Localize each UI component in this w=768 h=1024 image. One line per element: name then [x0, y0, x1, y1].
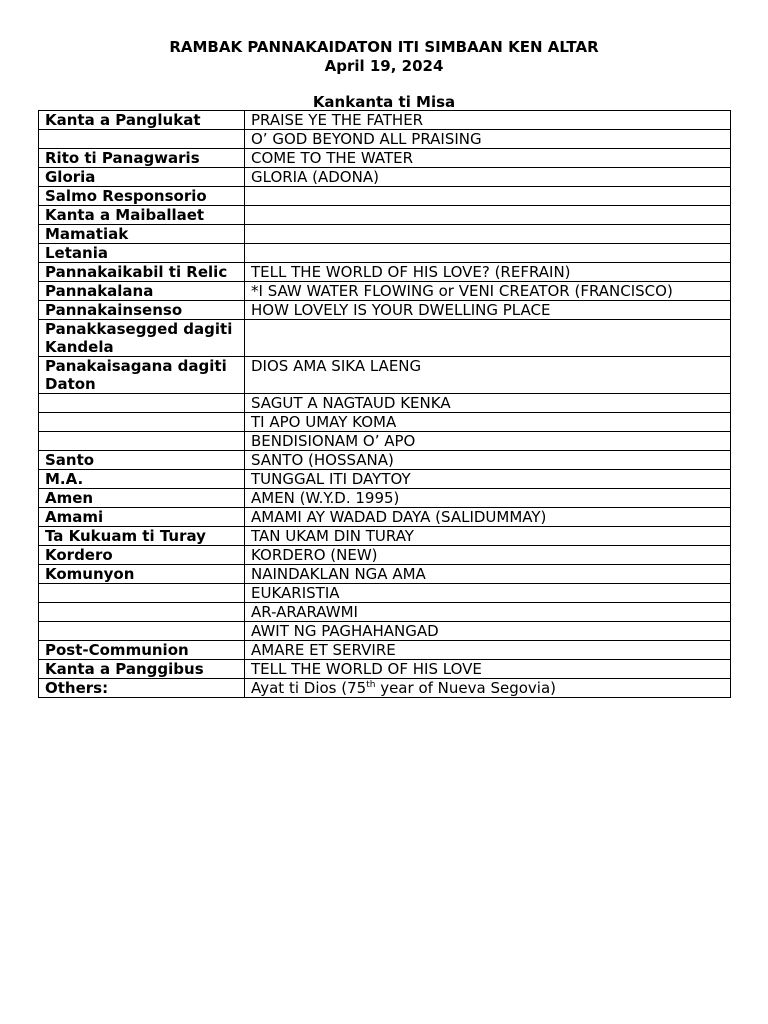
table-row: [39, 508, 731, 527]
table-row: [39, 111, 731, 130]
song-cell: [245, 206, 731, 225]
table-caption: Kankanta ti Misa: [312, 93, 456, 111]
part-cell: Ta Kukuam ti Turay: [39, 527, 245, 546]
part-cell: Amami: [39, 508, 245, 527]
song-cell: TI APO UMAY KOMA: [245, 413, 731, 432]
part-cell: Panakaisagana dagiti Daton: [39, 357, 245, 394]
song-cell: COME TO THE WATER: [245, 149, 731, 168]
song-cell: AWIT NG PAGHAHANGAD: [245, 622, 731, 641]
part-cell: Komunyon: [39, 565, 245, 584]
song-cell: *I SAW WATER FLOWING or VENI CREATOR (FRANCISCO): [245, 282, 731, 301]
song-cell: EUKARISTIA: [245, 584, 731, 603]
document-date: April 19, 2024: [324, 57, 444, 75]
part-cell: [39, 622, 245, 641]
table-row: [39, 603, 731, 622]
part-cell: Santo: [39, 451, 245, 470]
song-cell: [245, 187, 731, 206]
table-row: [39, 470, 731, 489]
part-cell: Salmo Responsorio: [39, 187, 245, 206]
song-cell: BENDISIONAM O’ APO: [245, 432, 731, 451]
table-row: [39, 168, 731, 187]
part-cell: Kanta a Maiballaet: [39, 206, 245, 225]
part-cell: Amen: [39, 489, 245, 508]
part-cell: M.A.: [39, 470, 245, 489]
table-row: [39, 206, 731, 225]
song-cell: SAGUT A NAGTAUD KENKA: [245, 394, 731, 413]
part-cell: Kordero: [39, 546, 245, 565]
part-cell: [39, 394, 245, 413]
table-row-others: [39, 679, 731, 698]
song-cell: [245, 225, 731, 244]
part-cell: Kanta a Panglukat: [39, 111, 245, 130]
song-cell: AMARE ET SERVIRE: [245, 641, 731, 660]
table-row: [39, 244, 731, 263]
ordinal-suffix: th: [366, 680, 376, 690]
others-song-suffix: year of Nueva Segovia): [375, 679, 556, 697]
song-cell: AR-ARARAWMI: [245, 603, 731, 622]
table-row: [39, 394, 731, 413]
part-cell: Post-Communion: [39, 641, 245, 660]
part-cell: Pannakalana: [39, 282, 245, 301]
song-cell: TELL THE WORLD OF HIS LOVE: [245, 660, 731, 679]
table-row: [39, 622, 731, 641]
part-cell: [39, 603, 245, 622]
table-row: [39, 432, 731, 451]
part-cell: Panakkasegged dagiti Kandela: [39, 320, 245, 357]
table-row: [39, 451, 731, 470]
table-row: [39, 565, 731, 584]
table-row: [39, 546, 731, 565]
table-row: [39, 660, 731, 679]
header-spacer: [0, 76, 768, 93]
song-cell: [245, 244, 731, 263]
song-cell: AMAMI AY WADAD DAYA (SALIDUMMAY): [245, 508, 731, 527]
song-cell: DIOS AMA SIKA LAENG: [245, 357, 731, 394]
others-song-prefix: Ayat ti Dios (75: [251, 679, 367, 697]
song-cell: TELL THE WORLD OF HIS LOVE? (REFRAIN): [245, 263, 731, 282]
part-cell: [39, 584, 245, 603]
song-cell: KORDERO (NEW): [245, 546, 731, 565]
song-cell: NAINDAKLAN NGA AMA: [245, 565, 731, 584]
part-cell: Pannakaikabil ti Relic: [39, 263, 245, 282]
others-song-cell: [245, 679, 731, 698]
table-row: [39, 263, 731, 282]
table-row: [39, 489, 731, 508]
table-row: [39, 641, 731, 660]
song-cell: HOW LOVELY IS YOUR DWELLING PLACE: [245, 301, 731, 320]
table-row: [39, 225, 731, 244]
song-cell: GLORIA (ADONA): [245, 168, 731, 187]
song-cell: AMEN (W.Y.D. 1995): [245, 489, 731, 508]
song-cell: O’ GOD BEYOND ALL PRAISING: [245, 130, 731, 149]
table-row: [39, 149, 731, 168]
part-cell: [39, 413, 245, 432]
table-row: [39, 320, 731, 357]
song-cell: TAN UKAM DIN TURAY: [245, 527, 731, 546]
song-cell: TUNGGAL ITI DAYTOY: [245, 470, 731, 489]
part-cell: Letania: [39, 244, 245, 263]
part-cell: [39, 432, 245, 451]
song-cell: [245, 320, 731, 357]
table-row: [39, 584, 731, 603]
song-cell: SANTO (HOSSANA): [245, 451, 731, 470]
table-row: [39, 187, 731, 206]
part-cell: Rito ti Panagwaris: [39, 149, 245, 168]
song-cell: PRAISE YE THE FATHER: [245, 111, 731, 130]
part-cell: Mamatiak: [39, 225, 245, 244]
table-row: [39, 282, 731, 301]
table-row: [39, 527, 731, 546]
part-cell: Kanta a Panggibus: [39, 660, 245, 679]
mass-songs-table: [38, 110, 731, 698]
table-row: [39, 130, 731, 149]
table-row: [39, 301, 731, 320]
table-row: [39, 413, 731, 432]
document-header: [0, 38, 768, 112]
part-cell: Gloria: [39, 168, 245, 187]
document-title: RAMBAK PANNAKAIDATON ITI SIMBAAN KEN ALTAR: [169, 38, 599, 56]
part-cell: Pannakainsenso: [39, 301, 245, 320]
part-cell: [39, 130, 245, 149]
table-row: [39, 357, 731, 394]
others-label: Others:: [39, 679, 245, 698]
